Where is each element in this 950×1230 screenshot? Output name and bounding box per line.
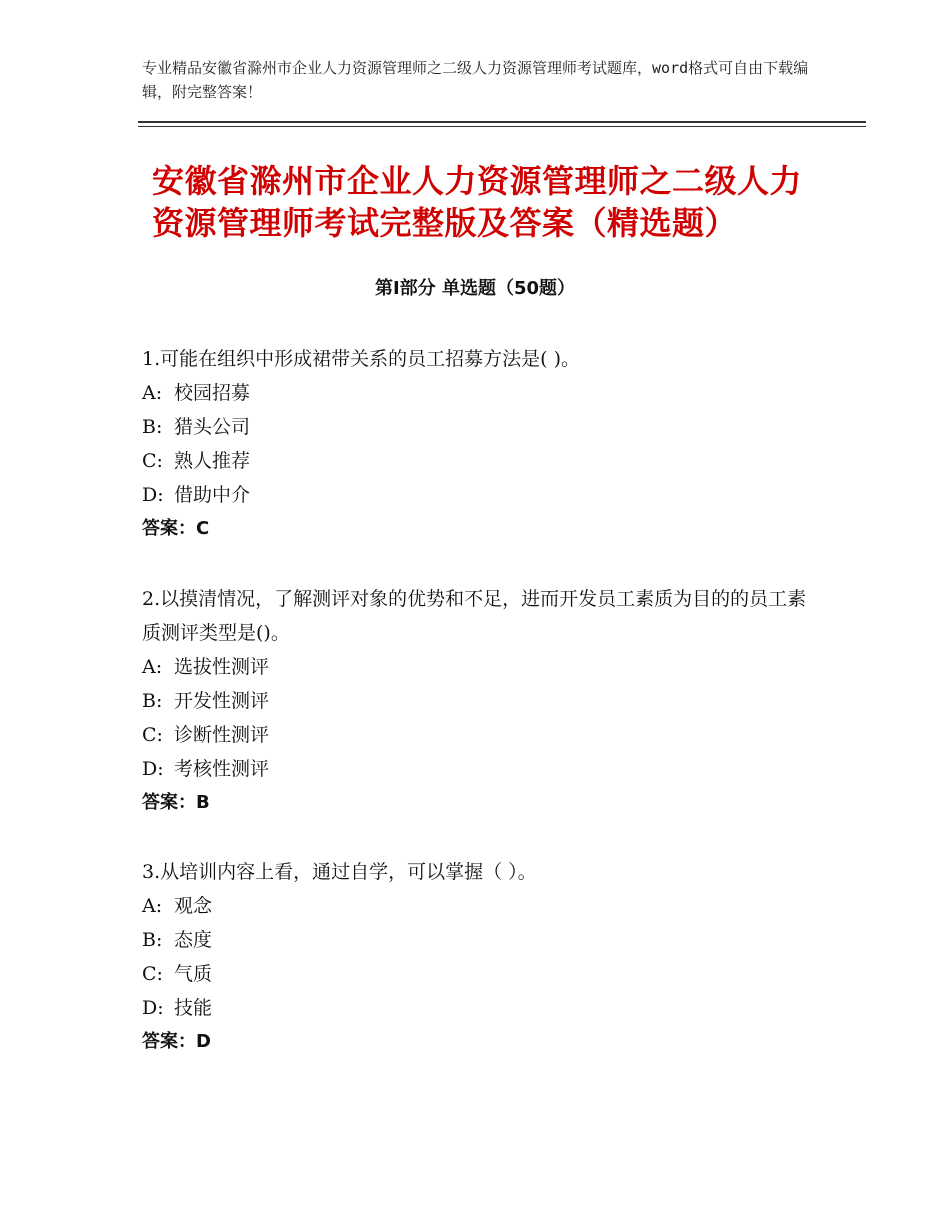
option-text: 熟人推荐 <box>174 450 251 472</box>
option-letter: B: <box>142 416 163 438</box>
option-letter: A: <box>142 895 163 917</box>
option-a <box>142 376 822 410</box>
option-a <box>142 889 822 923</box>
option-d <box>142 752 822 786</box>
option-text: 气质 <box>174 963 213 985</box>
question-3 <box>142 855 822 1059</box>
option-text: 技能 <box>174 997 213 1019</box>
option-text: 诊断性测评 <box>174 724 270 746</box>
option-letter: D: <box>142 484 164 506</box>
header-note: 专业精品安徽省滁州市企业人力资源管理师之二级人力资源管理师考试题库，word格式可自由下载编辑，附完整答案！ <box>142 59 809 101</box>
option-c <box>142 957 822 991</box>
option-text: 猎头公司 <box>174 416 251 438</box>
option-c <box>142 444 822 478</box>
option-letter: A: <box>142 656 163 678</box>
option-letter: A: <box>142 382 163 404</box>
option-b <box>142 684 822 718</box>
header-divider-thick <box>138 121 866 123</box>
answer-line: 答案：B <box>142 792 210 813</box>
option-letter: C: <box>142 450 163 472</box>
option-d <box>142 991 822 1025</box>
option-letter: B: <box>142 690 163 712</box>
option-letter: D: <box>142 758 164 780</box>
option-b <box>142 923 822 957</box>
option-text: 借助中介 <box>174 484 251 506</box>
question-stem: 2.以摸清情况，了解测评对象的优势和不足，进而开发员工素质为目的的员工素质测评类型是()。 <box>142 588 807 644</box>
header-divider-thin <box>138 126 866 127</box>
question-2 <box>142 582 822 820</box>
option-text: 观念 <box>174 895 213 917</box>
option-text: 考核性测评 <box>174 758 270 780</box>
option-letter: D: <box>142 997 164 1019</box>
question-1 <box>142 342 822 546</box>
answer-line: 答案：D <box>142 1031 211 1052</box>
question-stem: 3.从培训内容上看，通过自学，可以掌握（ ）。 <box>142 861 537 883</box>
option-b <box>142 410 822 444</box>
option-d <box>142 478 822 512</box>
section-title: 第Ⅰ部分 单选题（50题） <box>374 278 575 299</box>
answer-line: 答案：C <box>142 518 210 539</box>
option-c <box>142 718 822 752</box>
option-letter: C: <box>142 724 163 746</box>
option-a <box>142 650 822 684</box>
option-text: 态度 <box>174 929 213 951</box>
question-stem: 1.可能在组织中形成裙带关系的员工招募方法是( )。 <box>142 348 580 370</box>
option-letter: B: <box>142 929 163 951</box>
option-text: 选拔性测评 <box>174 656 270 678</box>
document-title: 安徽省滁州市企业人力资源管理师之二级人力资源管理师考试完整版及答案（精选题） <box>152 162 803 242</box>
option-text: 开发性测评 <box>174 690 270 712</box>
option-letter: C: <box>142 963 163 985</box>
option-text: 校园招募 <box>174 382 251 404</box>
